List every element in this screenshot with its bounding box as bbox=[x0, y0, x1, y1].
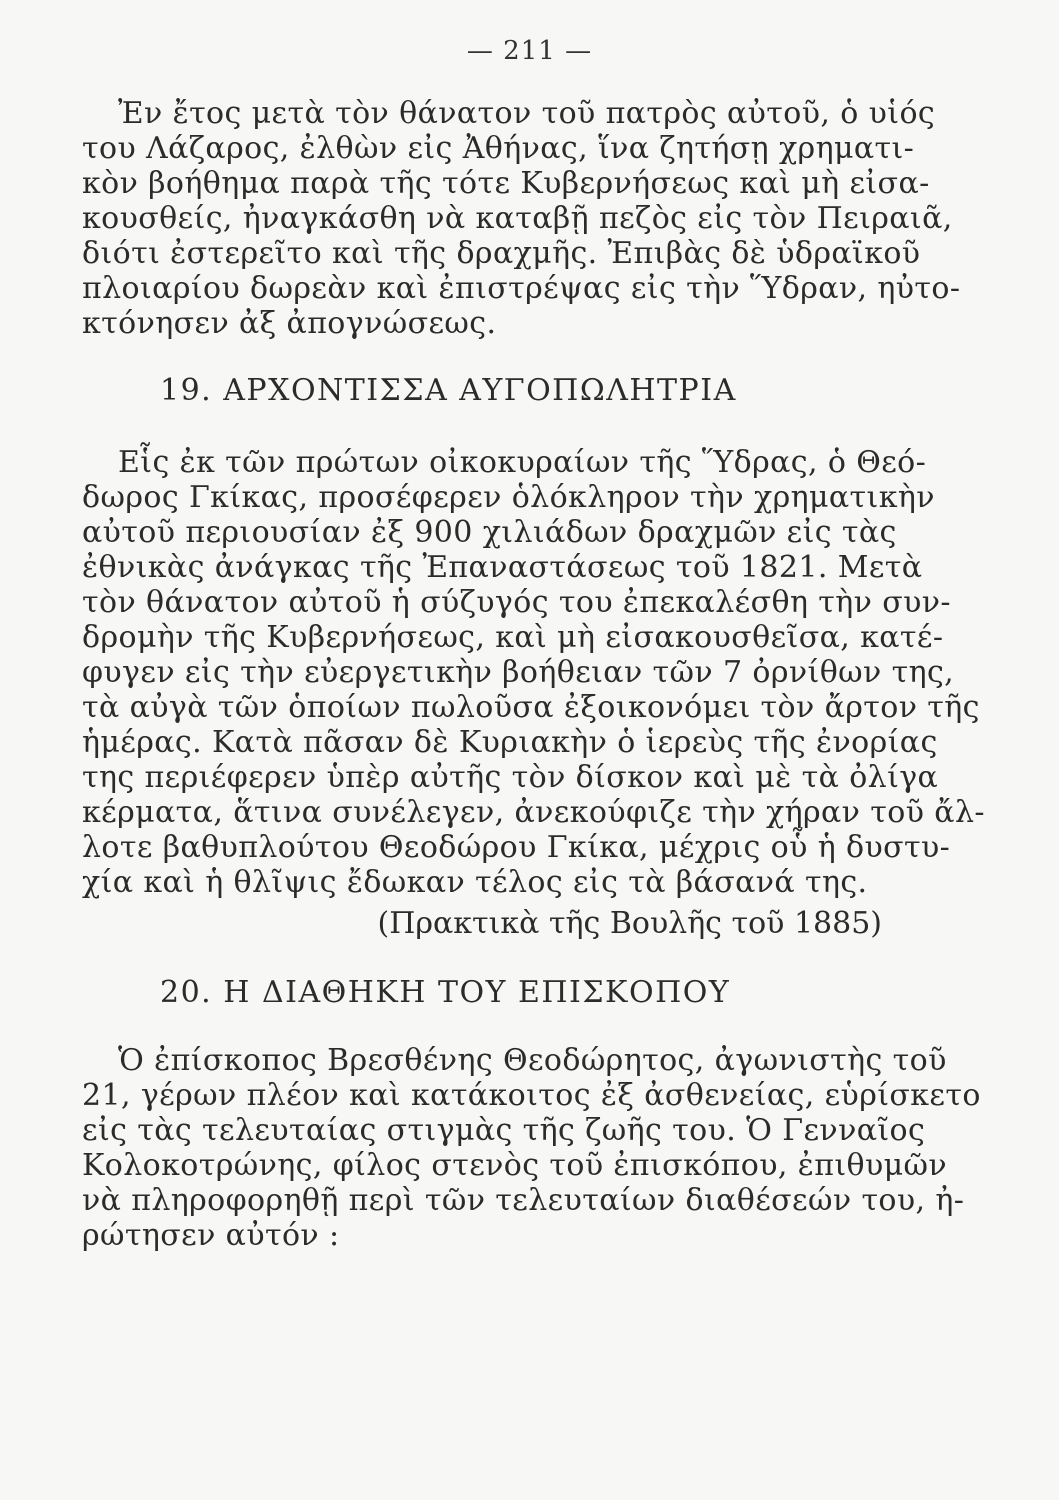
text-line: κτόνησεν ἀξ ἀπογνώσεως. bbox=[82, 306, 497, 341]
paragraph-bishop bbox=[82, 1043, 981, 1253]
text-line: κουσθείς, ἠναγκάσθη νὰ καταβῇ πεζὸς εἰς τὸν Πειραιᾶ, bbox=[82, 201, 953, 236]
text-line: 21, γέρων πλέον καὶ κατάκοιτος ἐξ ἀσθενείας, εὑρίσκετο bbox=[82, 1078, 981, 1113]
text-line: Ὁ ἐπίσκοπος Βρεσθένης Θεοδώρητος, ἀγωνιστὴς τοῦ bbox=[118, 1043, 947, 1078]
text-line: κὸν βοήθημα παρὰ τῆς τότε Κυβερνήσεως καὶ μὴ εἰσα- bbox=[82, 166, 930, 201]
text-line: λοτε βαθυπλούτου Θεοδώρου Γκίκα, μέχρις οὗ ἡ δυστυ- bbox=[82, 830, 951, 865]
text-line: κέρματα, ἅτινα συνέλεγεν, ἀνεκούφιζε τὴν χήραν τοῦ ἄλ- bbox=[82, 795, 985, 830]
paragraph-lazaros bbox=[82, 96, 961, 341]
page-content bbox=[82, 96, 985, 1253]
source-citation: (Πρακτικὰ τῆς Βουλῆς τοῦ 1885) bbox=[377, 906, 882, 941]
text-line: Εἷς ἐκ τῶν πρώτων οἰκοκυραίων τῆς Ὕδρας, ὁ Θεό- bbox=[118, 445, 927, 480]
text-line: δρομὴν τῆς Κυβερνήσεως, καὶ μὴ εἰσακουσθεῖσα, κατέ- bbox=[82, 620, 944, 655]
section-heading-20: 20. Η ΔΙΑΘΗΚΗ ΤΟΥ ΕΠΙΣΚΟΠΟΥ bbox=[160, 975, 731, 1010]
text-line: τὰ αὐγὰ τῶν ὁποίων πωλοῦσα ἐξοικονόμει τὸν ἄρτον τῆς bbox=[82, 690, 980, 725]
text-line: χία καὶ ἡ θλῖψις ἔδωκαν τέλος εἰς τὰ βάσανά της. bbox=[82, 865, 868, 900]
text-line: ρώτησεν αὐτόν : bbox=[82, 1218, 340, 1253]
text-line: του Λάζαρος, ἐλθὼν εἰς Ἀθήνας, ἵνα ζητήσῃ χρηματι- bbox=[82, 131, 915, 166]
section-heading-19: 19. ΑΡΧΟΝΤΙΣΣΑ ΑΥΓΟΠΩΛΗΤΡΙΑ bbox=[160, 373, 737, 408]
text-line: εἰς τὰς τελευταίας στιγμὰς τῆς ζωῆς του. Ὁ Γενναῖος bbox=[82, 1113, 926, 1148]
text-line: διότι ἐστερεῖτο καὶ τῆς δραχμῆς. Ἐπιβὰς δὲ ὑδραϊκοῦ bbox=[82, 236, 921, 271]
text-line: Ἐν ἔτος μετὰ τὸν θάνατον τοῦ πατρὸς αὐτοῦ, ὁ υἱός bbox=[118, 96, 936, 131]
text-line: αὐτοῦ περιουσίαν ἐξ 900 χιλιάδων δραχμῶν εἰς τὰς bbox=[82, 515, 897, 550]
text-line: της περιέφερεν ὑπὲρ αὐτῆς τὸν δίσκον καὶ μὲ τὰ ὀλίγα bbox=[82, 760, 939, 795]
text-line: νὰ πληροφορηθῇ περὶ τῶν τελευταίων διαθέσεών του, ἠ- bbox=[82, 1183, 965, 1218]
text-line: πλοιαρίου δωρεὰν καὶ ἐπιστρέψας εἰς τὴν Ὕδραν, ηὐτο- bbox=[82, 271, 961, 306]
page-number: — 211 — bbox=[466, 36, 593, 66]
text-line: φυγεν εἰς τὴν εὐεργετικὴν βοήθειαν τῶν 7 ὀρνίθων της, bbox=[82, 655, 955, 690]
text-line: Κολοκοτρώνης, φίλος στενὸς τοῦ ἐπισκόπου, ἐπιθυμῶν bbox=[82, 1148, 948, 1183]
text-line: ἡμέρας. Κατὰ πᾶσαν δὲ Κυριακὴν ὁ ἱερεὺς τῆς ἐνορίας bbox=[82, 725, 938, 760]
text-line: δωρος Γκίκας, προσέφερεν ὁλόκληρον τὴν χρηματικὴν bbox=[82, 480, 935, 515]
paragraph-gkikas bbox=[82, 445, 985, 900]
text-line: τὸν θάνατον αὐτοῦ ἡ σύζυγός του ἐπεκαλέσθη τὴν συν- bbox=[82, 585, 951, 620]
text-line: ἐθνικὰς ἀνάγκας τῆς Ἐπαναστάσεως τοῦ 1821. Μετὰ bbox=[82, 550, 923, 585]
